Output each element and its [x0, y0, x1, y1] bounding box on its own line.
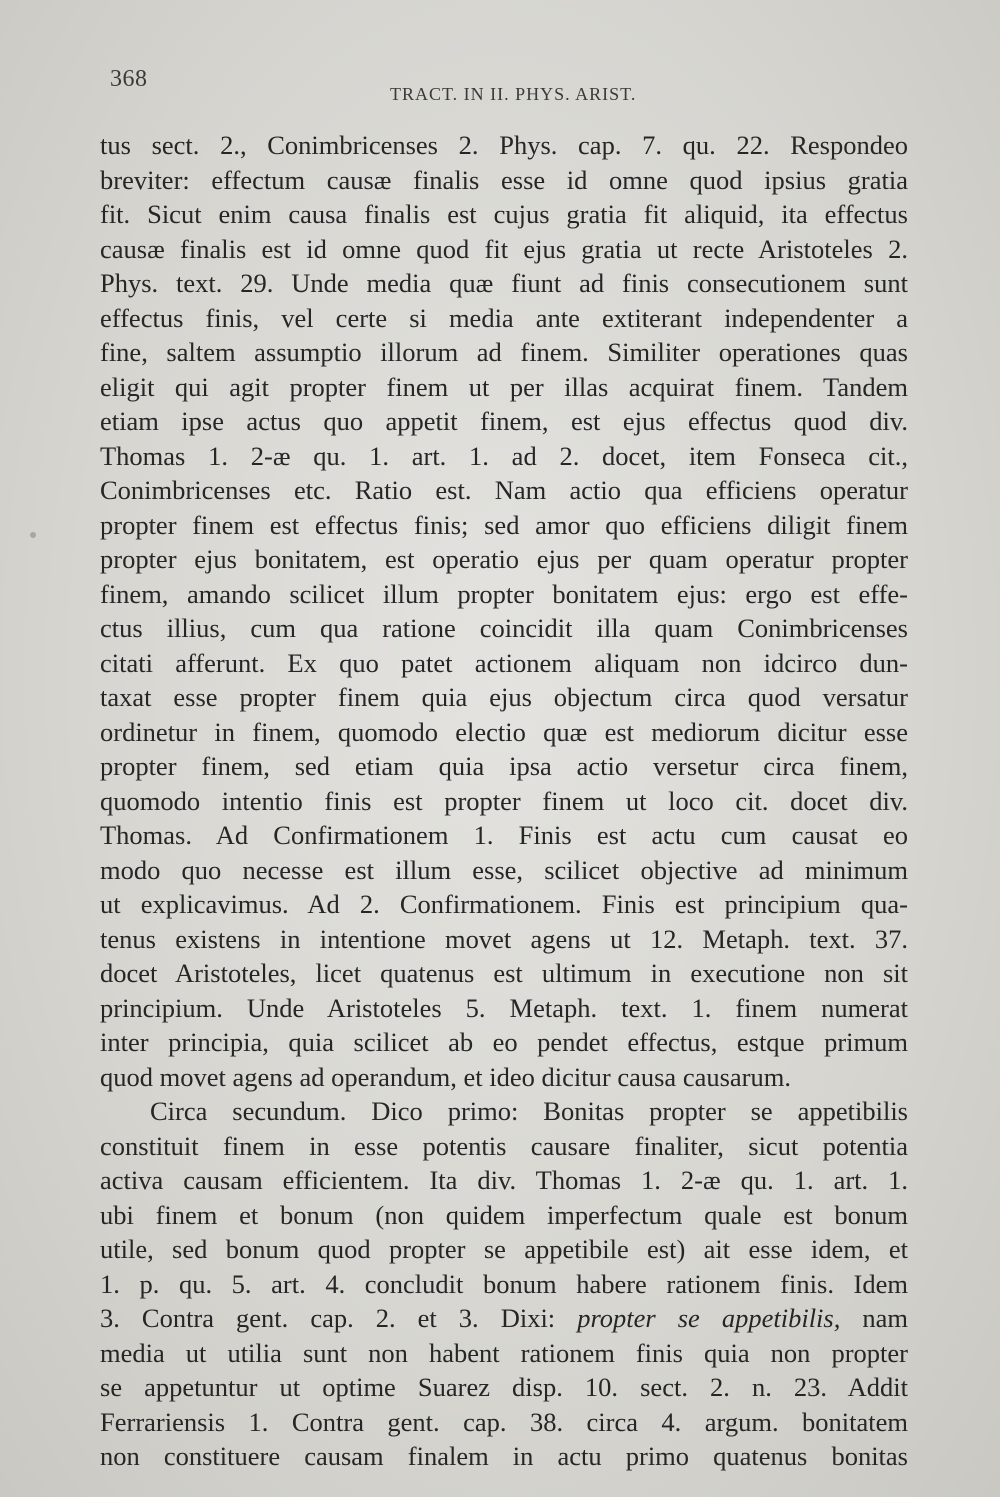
page-number: 368	[110, 66, 148, 92]
text-line: eligit qui agit propter finem ut per illas acquirat finem. Tandem	[100, 371, 908, 402]
text-line: utile, sed bonum quod propter se appetibile est) ait esse idem, et	[100, 1234, 908, 1264]
text-line: inter principia, quia scilicet ab eo pendet effectus, estque primum	[100, 1027, 908, 1057]
text-line: 1. p. qu. 5. art. 4. concludit bonum habere rationem finis. Idem	[100, 1268, 908, 1299]
text-line: taxat esse propter finem quia ejus objectum circa quod versatur	[100, 682, 908, 712]
text-line: tenus existens in intentione movet agens ut 12. Metaph. text. 37.	[100, 923, 908, 954]
text-line: Phys. text. 29. Unde media quæ fiunt ad finis consecutionem sunt	[100, 268, 908, 298]
text-segment: nam	[862, 1303, 909, 1333]
text-line: etiam ipse actus quo appetit finem, est ejus effectus quod div.	[100, 406, 908, 436]
running-head: TRACT. IN II. PHYS. ARIST.	[390, 84, 637, 104]
text-line: media ut utilia sunt non habent rationem finis quia non propter	[100, 1337, 908, 1368]
text-line: citati afferunt. Ex quo patet actionem aliquam non idcirco dun-	[100, 647, 908, 678]
text-line: ctus illius, cum qua ratione coincidit illa quam Conimbricenses	[100, 613, 908, 643]
text-line: docet Aristoteles, licet quatenus est ultimum in executione non sit	[100, 958, 908, 988]
text-line: Conimbricenses etc. Ratio est. Nam actio qua efficiens operatur	[100, 475, 908, 505]
text-line: ordinetur in finem, quomodo electio quæ est mediorum dicitur esse	[100, 716, 908, 747]
text-line: Thomas 1. 2-æ qu. 1. art. 1. ad 2. docet, item Fonseca cit.,	[100, 440, 908, 471]
text-line: non constituere causam finalem in actu primo quatenus bonitas	[100, 1441, 908, 1471]
text-line: constituit finem in esse potentis causare finaliter, sicut potentia	[100, 1130, 908, 1161]
text-line: activa causam efficientem. Ita div. Thomas 1. 2-æ qu. 1. art. 1.	[100, 1165, 908, 1195]
text-line: breviter: effectum causæ finalis esse id omne quod ipsius gratia	[100, 164, 908, 195]
text-segment: 3. Contra gent. cap. 2. et 3. Dixi:	[100, 1303, 556, 1333]
text-line: principium. Unde Aristoteles 5. Metaph. text. 1. finem numerat	[100, 992, 908, 1023]
text-line: ut explicavimus. Ad 2. Confirmationem. Finis est principium qua-	[100, 889, 908, 919]
text-line: Thomas. Ad Confirmationem 1. Finis est actu cum causat eo	[100, 820, 908, 850]
text-line: propter ejus bonitatem, est operatio ejus per quam operatur propter	[100, 544, 908, 574]
text-line: effectus finis, vel certe si media ante extiterant independenter a	[100, 302, 908, 333]
text-line: quomodo intentio finis est propter finem ut loco cit. docet div.	[100, 785, 908, 816]
text-line: fine, saltem assumptio illorum ad finem. Similiter operationes quas	[100, 337, 908, 367]
text-line: fit. Sicut enim causa finalis est cujus gratia fit aliquid, ita effectus	[100, 199, 908, 229]
text-line: propter finem, sed etiam quia ipsa actio versetur circa finem,	[100, 751, 908, 781]
text-line: finem, amando scilicet illum propter bonitatem ejus: ergo est effe-	[100, 578, 908, 609]
text-line-with-italic	[100, 1301, 908, 1336]
paragraph-start-line: Circa secundum. Dico primo: Bonitas propter se appetibilis	[150, 1096, 908, 1126]
text-line: quod movet agens ad operandum, et ideo dicitur causa causarum.	[100, 1061, 791, 1092]
text-line: tus sect. 2., Conimbricenses 2. Phys. cap. 7. qu. 22. Respondeo	[100, 130, 908, 160]
text-line: Ferrariensis 1. Contra gent. cap. 38. circa 4. argum. bonitatem	[100, 1406, 908, 1437]
text-line: ubi finem et bonum (non quidem imperfectum quale est bonum	[100, 1199, 908, 1230]
text-line: causæ finalis est id omne quod fit ejus gratia ut recte Aristoteles 2.	[100, 233, 908, 264]
text-line: propter finem est effectus finis; sed amor quo efficiens diligit finem	[100, 509, 908, 540]
italic-phrase: propter se appetibilis,	[577, 1303, 841, 1333]
body-text	[100, 128, 908, 1474]
text-line: modo quo necesse est illum esse, scilicet objective ad minimum	[100, 854, 908, 885]
text-line: se appetuntur ut optime Suarez disp. 10. sect. 2. n. 23. Addit	[100, 1372, 908, 1402]
ink-smudge	[30, 532, 36, 538]
